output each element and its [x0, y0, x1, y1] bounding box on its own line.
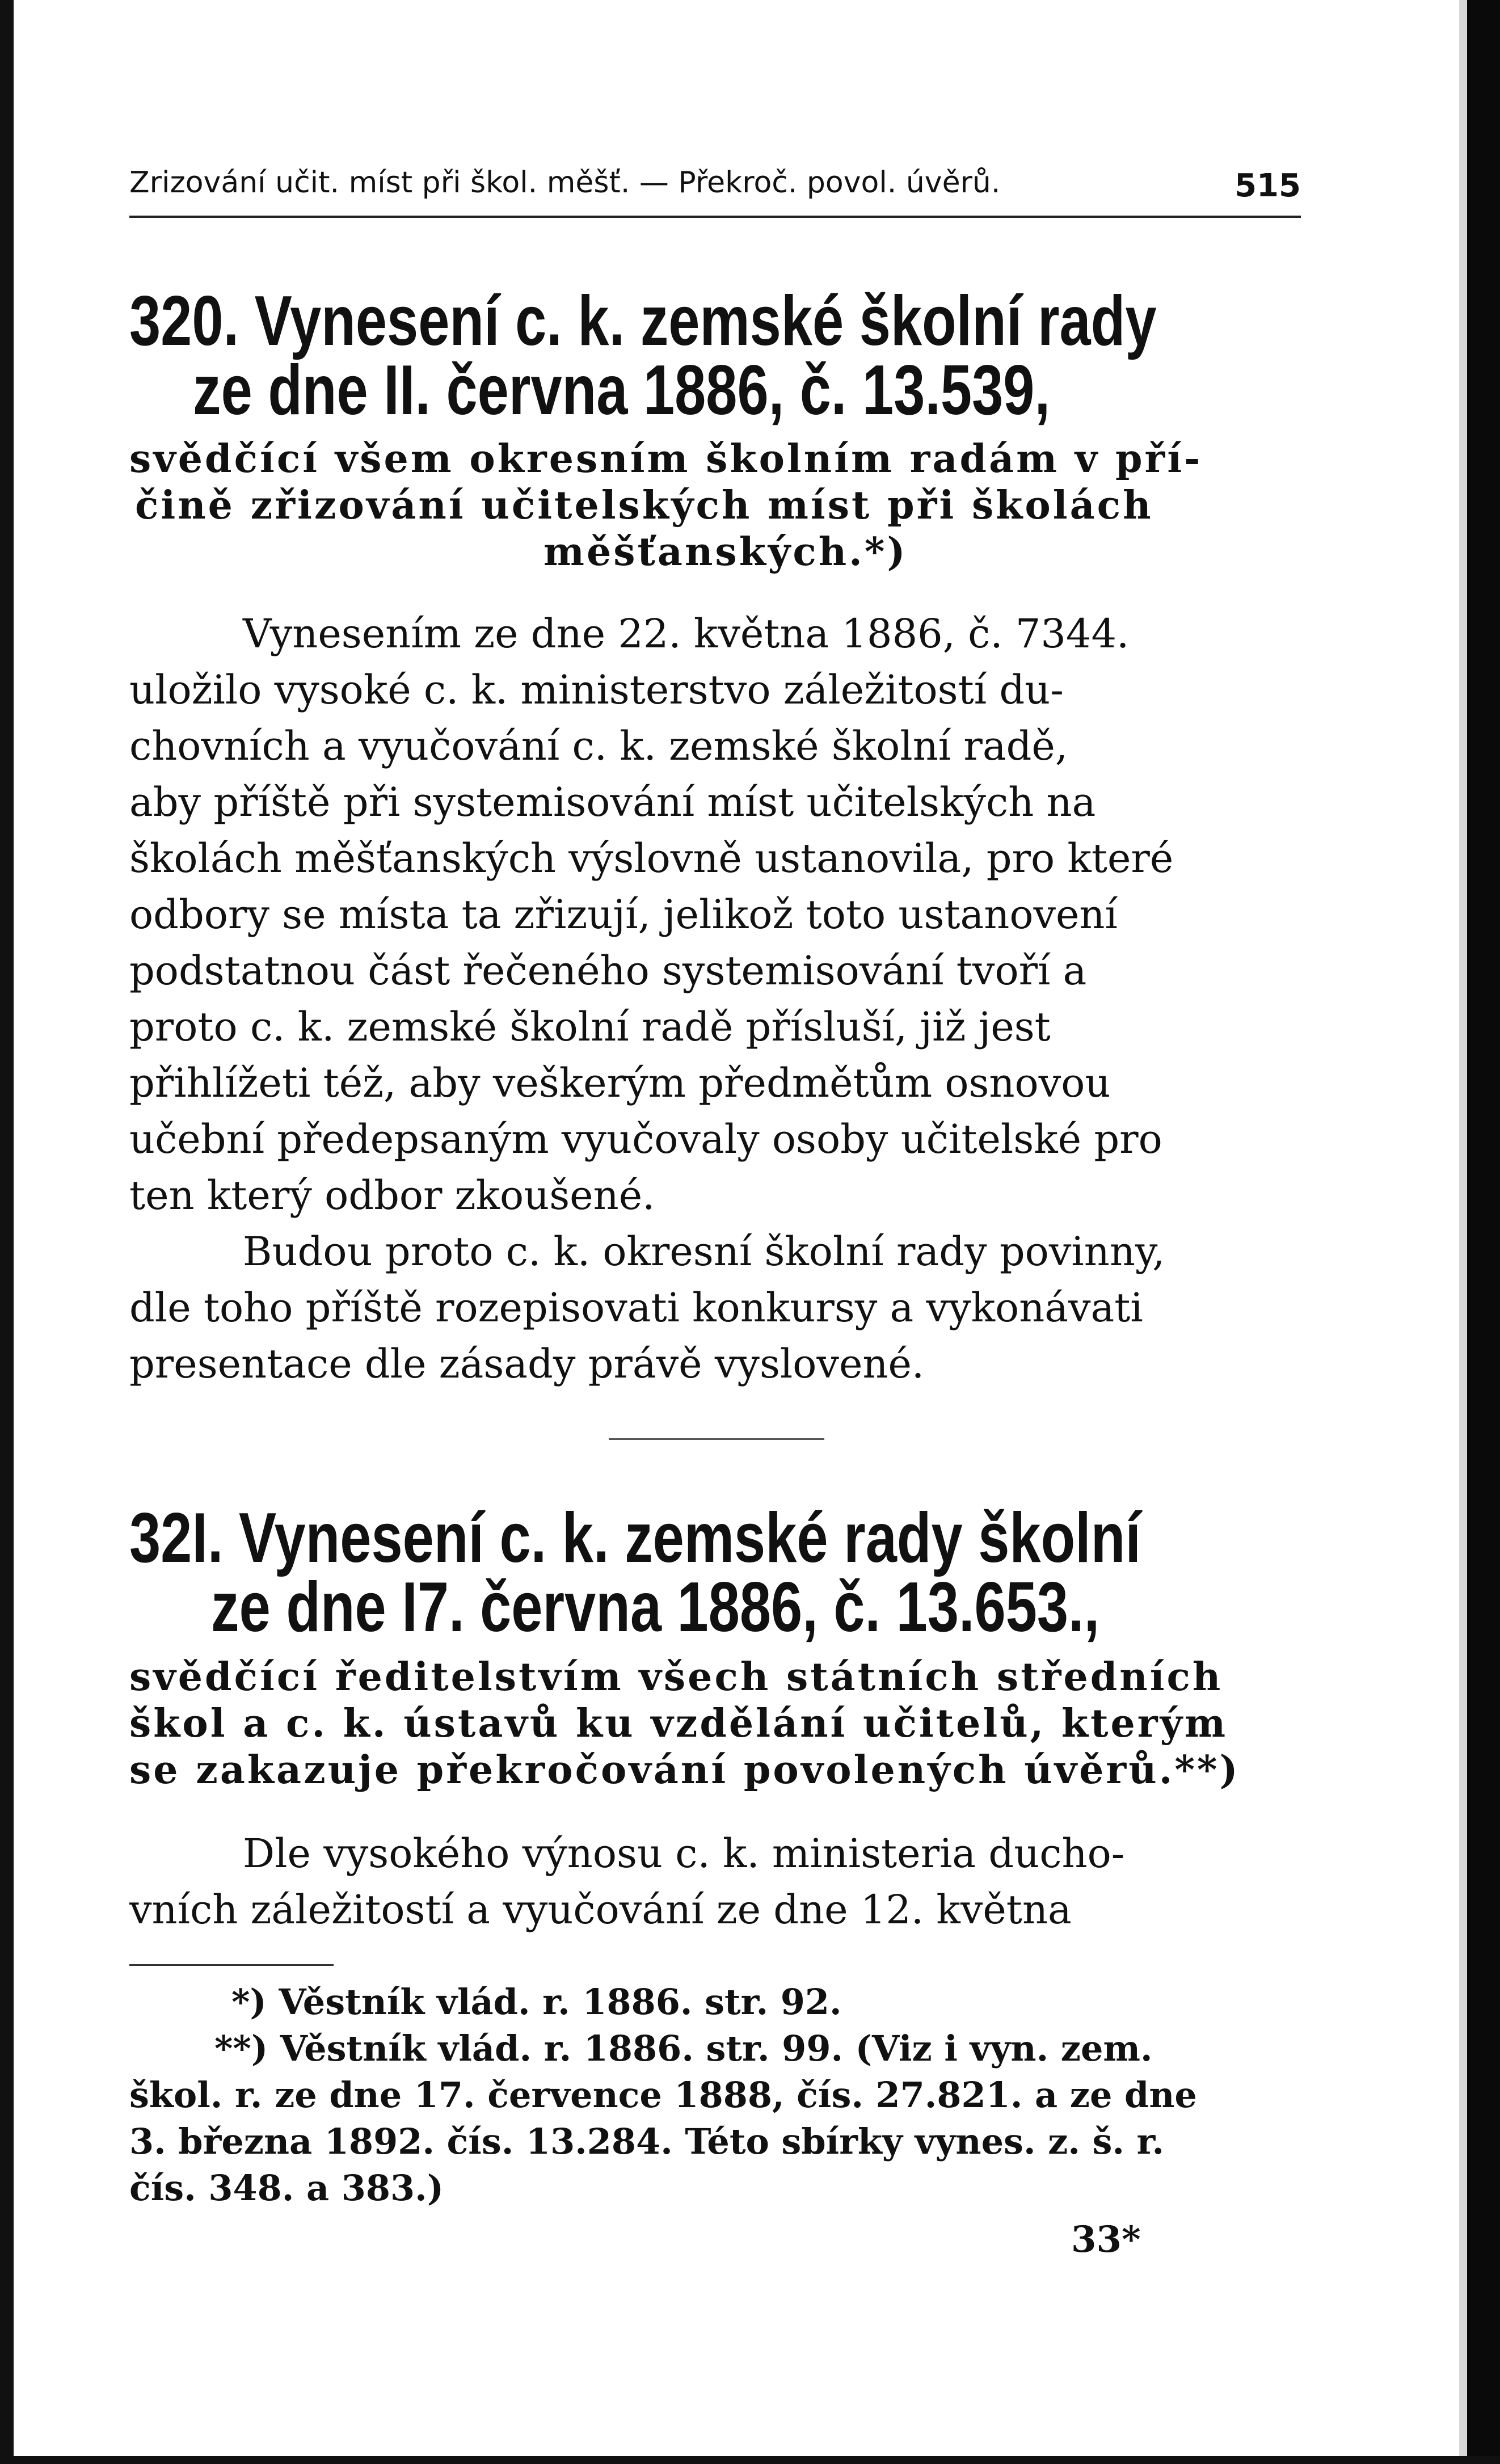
- footnote-line: škol. r. ze dne 17. července 1888, čís. 27.821. a ze dne: [129, 2074, 1197, 2116]
- section-320-title-line2: ze dne II. června 1886, č. 13.539,: [193, 351, 1051, 429]
- body-line: chovních a vyučování c. k. zemské školní radě,: [129, 723, 1068, 769]
- section-320-subtitle: [129, 436, 1301, 575]
- body-line: uložilo vysoké c. k. ministerstvo záležitostí du-: [129, 667, 1064, 713]
- footnotes: [129, 1979, 1301, 2212]
- section-320-subtitle-line: svědčící všem okresním školním radám v pří-: [129, 436, 1203, 482]
- footnote-line: **) Věstník vlád. r. 1886. str. 99. (Viz i vyn. zem.: [214, 2028, 1153, 2069]
- scan-edge-right: [1467, 0, 1500, 2464]
- body-line: ten který odbor zkoušené.: [129, 1172, 655, 1219]
- body-line: proto c. k. zemské školní radě přísluší, již jest: [129, 1004, 1051, 1050]
- section-321-body: [129, 1826, 1301, 1938]
- page-number: 515: [1234, 167, 1301, 204]
- body-line: učební předepsaným vyučovaly osoby učitelské pro: [129, 1116, 1162, 1162]
- signature-mark: 33*: [1071, 2218, 1141, 2261]
- body-line: vních záležitostí a vyučování ze dne 12. května: [129, 1886, 1072, 1933]
- body-line: Vynesením ze dne 22. května 1886, č. 7344.: [243, 610, 1130, 657]
- body-line: presentace dle zásady právě vyslovené.: [129, 1341, 925, 1387]
- body-line: přihlížeti též, aby veškerým předmětům osnovou: [129, 1060, 1111, 1106]
- header-rule: [129, 216, 1301, 218]
- footnote-line: čís. 348. a 383.): [129, 2167, 444, 2209]
- section-320-body: [129, 606, 1301, 1392]
- body-line: školách měšťanských výslovně ustanovila, pro které: [129, 835, 1174, 882]
- section-321-subtitle-line: škol a c. k. ústavů ku vzdělání učitelů, kterým: [129, 1701, 1228, 1746]
- section-divider: [609, 1438, 824, 1440]
- footnote-line: *) Věstník vlád. r. 1886. str. 92.: [231, 1981, 842, 2023]
- section-321-title-line1: 32I. Vynesení c. k. zemské rady školní: [129, 1499, 1141, 1577]
- body-line: Budou proto c. k. okresní školní rady povinny,: [243, 1228, 1165, 1275]
- section-321-title-line2: ze dne I7. června 1886, č. 13.653.,: [211, 1568, 1100, 1646]
- section-320-subtitle-line: měšťanských.*): [543, 529, 908, 575]
- section-320-subtitle-line: čině zřizování učitelských míst při školách: [135, 483, 1153, 528]
- scan-edge-right-shadow: [1459, 0, 1467, 2464]
- section-320-title: [129, 282, 1157, 429]
- scan-edge-bottom: [0, 2456, 1500, 2464]
- section-320-title-line1: 320. Vynesení c. k. zemské školní rady: [129, 282, 1157, 360]
- section-321-subtitle: [129, 1654, 1301, 1793]
- body-line: Dle vysokého výnosu c. k. ministeria ducho-: [243, 1830, 1125, 1877]
- body-line: aby příště při systemisování míst učitelských na: [129, 779, 1096, 825]
- body-line: podstatnou část řečeného systemisování tvoří a: [129, 947, 1087, 994]
- body-line: dle toho příště rozepisovati konkursy a vykonávati: [129, 1284, 1143, 1331]
- body-line: odbory se místa ta zřizují, jelikož toto ustanovení: [129, 891, 1118, 938]
- section-321-subtitle-line: svědčící ředitelstvím všech státních středních: [129, 1654, 1223, 1700]
- running-head: [129, 160, 1301, 205]
- scan-edge-left: [0, 0, 14, 2464]
- footnote-rule: [129, 1964, 334, 1966]
- footnote-line: 3. března 1892. čís. 13.284. Této sbírky vynes. z. š. r.: [129, 2121, 1165, 2162]
- running-head-title: Zrizování učit. míst při škol. měšť. — Překroč. povol. úvěrů.: [129, 166, 1001, 200]
- section-321-subtitle-line: se zakazuje překročování povolených úvěrů.**): [129, 1747, 1240, 1793]
- section-321-title: [129, 1499, 1141, 1646]
